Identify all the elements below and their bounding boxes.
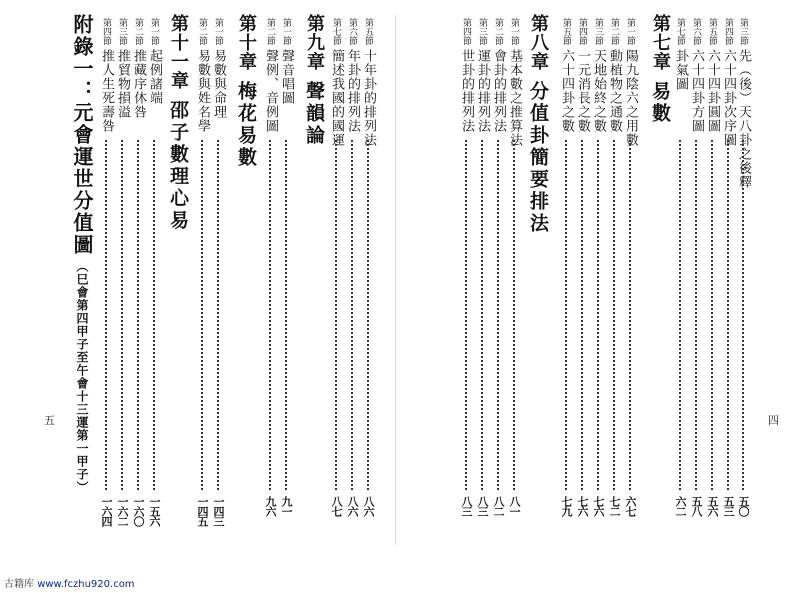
page-number: 一五六 xyxy=(148,496,161,526)
toc-entry xyxy=(262,18,278,133)
section-title: 簡述我國的國運 xyxy=(329,49,344,147)
chapter-number: 第七章 xyxy=(650,14,671,71)
section-label: 第一節 xyxy=(509,18,519,45)
page-number: 一四五 xyxy=(196,496,209,526)
leader-dots xyxy=(679,140,683,490)
section-label: 第四節 xyxy=(723,18,733,45)
section-label: 第二節 xyxy=(265,18,275,45)
toc-entry xyxy=(458,18,474,133)
page-number: 六二 xyxy=(674,496,687,516)
section-title: 先（後）天八卦之後釋 xyxy=(736,49,751,189)
section-label: 第四節 xyxy=(461,18,471,45)
section-label: 第二節 xyxy=(609,18,619,45)
section-label: 第五節 xyxy=(561,18,571,45)
leader-dots xyxy=(335,140,339,490)
page-number: 八六 xyxy=(346,496,359,516)
section-title: 一元消長之數 xyxy=(575,49,590,133)
section-label: 第三節 xyxy=(477,18,487,45)
toc-entry xyxy=(672,18,688,91)
section-title: 陽九陰六之用數 xyxy=(623,49,638,147)
watermark xyxy=(4,575,135,590)
leader-dots xyxy=(481,140,485,490)
section-title: 十年卦的排列法 xyxy=(361,49,376,147)
section-title: 會卦的排列法 xyxy=(491,49,506,133)
page-number: 九六 xyxy=(264,496,277,516)
chapter-number: 第十一章 xyxy=(168,14,189,90)
toc-entry xyxy=(688,18,704,133)
leader-dots xyxy=(597,140,601,490)
page-number: 八七 xyxy=(330,496,343,516)
toc-entry xyxy=(360,18,376,147)
section-title: 六十四卦圓圖 xyxy=(705,49,720,133)
chapter-heading xyxy=(167,14,189,232)
page-number: 一六四 xyxy=(100,496,113,526)
watermark-site: 古籍库 xyxy=(4,579,34,590)
toc-entry xyxy=(704,18,720,133)
toc-entry xyxy=(506,18,522,147)
right-page-folio: 四 xyxy=(768,414,779,427)
section-label: 第三節 xyxy=(738,18,748,45)
chapter-heading xyxy=(235,14,257,169)
page-number: 七六 xyxy=(592,496,605,516)
section-label: 第一節 xyxy=(281,18,291,45)
page-number: 八六 xyxy=(362,496,375,516)
section-title: 運卦的排列法 xyxy=(475,49,490,133)
page-number: 一六二 xyxy=(116,496,129,526)
section-title: 聲音唱圖 xyxy=(279,49,294,105)
leader-dots xyxy=(201,140,205,490)
section-title: 易數與姓名學 xyxy=(195,49,210,133)
leader-dots xyxy=(465,140,469,490)
chapter-title: 聲韻論 xyxy=(303,81,325,147)
leader-dots xyxy=(613,140,617,490)
section-title: 推藏序休咎 xyxy=(131,49,146,119)
page-number: 八一 xyxy=(508,496,521,516)
toc-entry xyxy=(130,18,146,119)
appendix-title: 附錄一：元會運世分值圖 xyxy=(70,14,94,256)
section-title: 天地始終之數 xyxy=(591,49,606,133)
section-label: 第六節 xyxy=(347,18,357,45)
section-title: 世卦的排列法 xyxy=(459,49,474,133)
section-label: 第二節 xyxy=(133,18,143,45)
chapter-number: 第八章 xyxy=(528,14,549,71)
leader-dots xyxy=(285,140,289,490)
toc-entry xyxy=(210,18,226,119)
leader-dots xyxy=(137,140,141,490)
chapter-title: 邵子數理心易 xyxy=(167,100,189,232)
toc-entry xyxy=(114,18,130,119)
chapter-title: 易數 xyxy=(649,81,671,125)
toc-entry xyxy=(490,18,506,133)
page-number: 五〇 xyxy=(737,496,750,516)
toc-entry xyxy=(344,18,360,133)
toc-entry xyxy=(328,18,344,147)
toc-entry xyxy=(720,18,736,147)
section-title: 卦氣圖 xyxy=(673,49,688,91)
section-title: 六十四卦次序圖 xyxy=(721,49,736,147)
section-label: 第四節 xyxy=(101,18,111,45)
toc-entry xyxy=(622,18,638,147)
leader-dots xyxy=(727,140,731,490)
leader-dots xyxy=(565,140,569,490)
right-page xyxy=(398,0,793,560)
section-label: 第三節 xyxy=(593,18,603,45)
section-label: 第六節 xyxy=(691,18,701,45)
section-label: 第一節 xyxy=(213,18,223,45)
chapter-title: 梅花易數 xyxy=(235,81,257,169)
leader-dots xyxy=(513,140,517,490)
section-title: 易數與命理 xyxy=(211,49,226,119)
page-number: 五八 xyxy=(690,496,703,516)
toc-entry xyxy=(474,18,490,133)
section-label: 第一節 xyxy=(625,18,635,45)
section-title: 聲例、音例圖 xyxy=(263,49,278,133)
left-page xyxy=(0,0,395,560)
leader-dots xyxy=(121,140,125,490)
leader-dots xyxy=(105,140,109,490)
toc-entry xyxy=(558,18,574,133)
watermark-url: www.fczhu920.com xyxy=(37,579,135,590)
section-title: 年卦的排列法 xyxy=(345,49,360,133)
appendix-subtitle: （巳會第四甲子至午會十三運第一甲子） xyxy=(75,260,89,494)
section-title: 六十四卦之數 xyxy=(559,49,574,133)
chapter-number: 第九章 xyxy=(304,14,325,71)
section-title: 動植物之通數 xyxy=(607,49,622,133)
page-number: 五六 xyxy=(706,496,719,516)
page-number: 八三 xyxy=(476,496,489,516)
leader-dots xyxy=(629,140,633,490)
left-page-folio: 五 xyxy=(44,414,55,427)
section-label: 第五節 xyxy=(363,18,373,45)
section-title: 推人生死壽咎 xyxy=(99,49,114,133)
section-label: 第四節 xyxy=(577,18,587,45)
page-number: 六七 xyxy=(624,496,637,516)
chapter-heading xyxy=(303,14,325,147)
chapter-heading xyxy=(649,14,671,125)
page-number: 一四三 xyxy=(212,496,225,526)
book-spine xyxy=(395,15,396,545)
page-number: 九一 xyxy=(280,496,293,516)
section-label: 第七節 xyxy=(675,18,685,45)
page-number: 七六 xyxy=(576,496,589,516)
leader-dots xyxy=(581,140,585,490)
page-number: 五三 xyxy=(722,496,735,516)
toc-entry xyxy=(606,18,622,133)
chapter-number: 第十章 xyxy=(236,14,257,71)
leader-dots xyxy=(695,140,699,490)
section-label: 第五節 xyxy=(707,18,717,45)
leader-dots xyxy=(711,140,715,490)
leader-dots xyxy=(269,140,273,490)
section-label: 第七節 xyxy=(331,18,341,45)
page-number: 八二 xyxy=(492,496,505,516)
section-label: 第一節 xyxy=(149,18,159,45)
leader-dots xyxy=(153,140,157,490)
page-number: 一六〇 xyxy=(132,496,145,526)
section-label: 第二節 xyxy=(197,18,207,45)
toc-entry xyxy=(590,18,606,133)
section-title: 起例諸端 xyxy=(147,49,162,105)
leader-dots xyxy=(742,140,746,490)
page-number: 八三 xyxy=(460,496,473,516)
chapter-title: 分值卦簡要排法 xyxy=(527,81,549,235)
section-title: 基本數之推算法 xyxy=(507,49,522,147)
section-label: 第三節 xyxy=(117,18,127,45)
leader-dots xyxy=(217,140,221,490)
leader-dots xyxy=(351,140,355,490)
leader-dots xyxy=(497,140,501,490)
toc-entry xyxy=(574,18,590,133)
chapter-heading xyxy=(527,14,549,235)
section-title: 推貿物損溢 xyxy=(115,49,130,119)
page-number: 七二 xyxy=(608,496,621,516)
section-label: 第二節 xyxy=(493,18,503,45)
appendix-heading xyxy=(70,14,94,494)
toc-entry xyxy=(98,18,114,133)
leader-dots xyxy=(367,140,371,490)
page-number: 七九 xyxy=(560,496,573,516)
toc-entry xyxy=(146,18,162,105)
toc-entry xyxy=(278,18,294,105)
section-title: 六十四卦方圖 xyxy=(689,49,704,133)
toc-entry xyxy=(194,18,210,133)
